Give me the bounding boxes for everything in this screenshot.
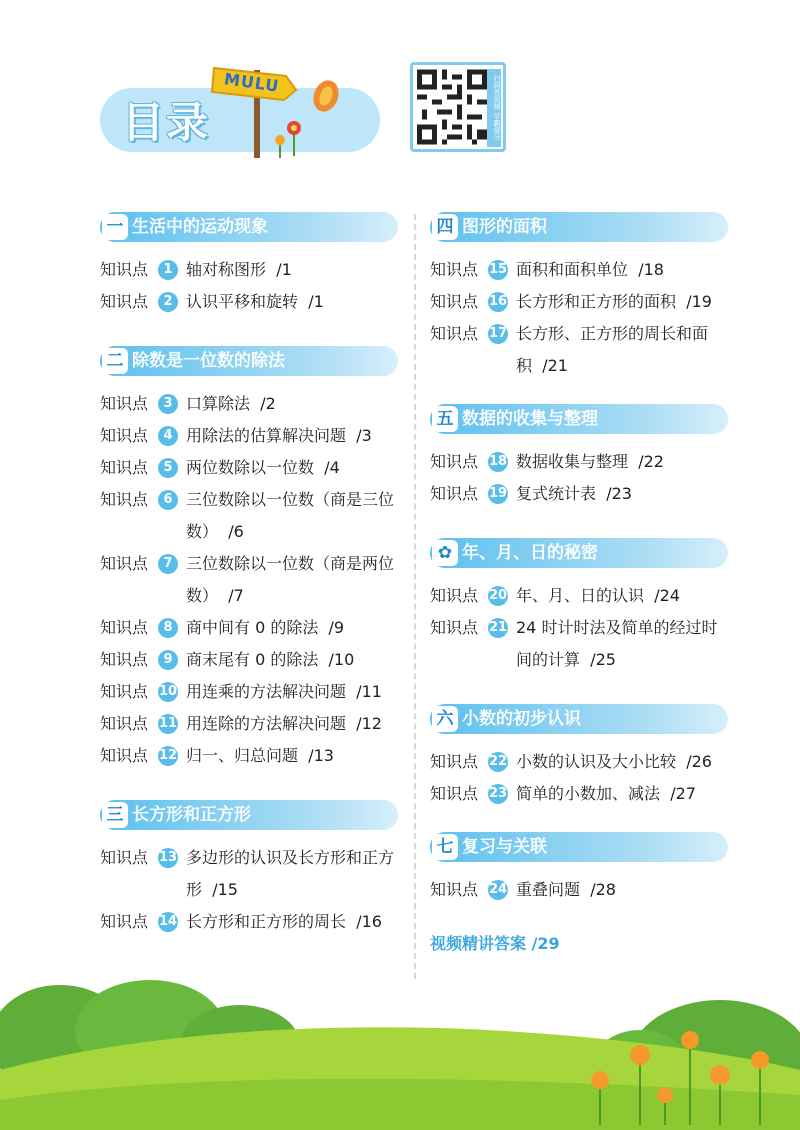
toc-entry[interactable] xyxy=(100,484,400,548)
toc-entry[interactable] xyxy=(100,612,400,644)
entry-prefix: 知识点 xyxy=(430,292,479,311)
toc-right-column xyxy=(430,212,730,960)
toc-entry[interactable] xyxy=(430,580,730,612)
chapter-badge: 六 xyxy=(432,706,458,732)
entry-page: /27 xyxy=(670,784,696,803)
entry-number-badge: 10 xyxy=(158,682,178,702)
entry-body xyxy=(516,580,730,612)
toc-entry[interactable] xyxy=(430,612,730,676)
entry-page: /18 xyxy=(638,260,664,279)
entry-title: 复式统计表 xyxy=(516,484,597,503)
entry-page: /10 xyxy=(328,650,355,669)
entry-prefix: 知识点 xyxy=(100,490,149,509)
toc-entry[interactable] xyxy=(430,254,730,286)
entry-page: /7 xyxy=(228,586,244,605)
entry-body xyxy=(516,874,730,906)
toc-entry[interactable] xyxy=(100,452,400,484)
entry-body xyxy=(516,478,730,510)
entry-prefix: 知识点 xyxy=(100,912,149,931)
grass-landscape-illustration xyxy=(0,960,800,1130)
toc-entry[interactable] xyxy=(100,548,400,612)
entry-number-badge: 18 xyxy=(488,452,508,472)
entry-prefix: 知识点 xyxy=(100,260,149,279)
entry-body xyxy=(516,286,730,318)
entry-number-badge: 7 xyxy=(158,554,178,574)
chapter-badge: 二 xyxy=(102,348,128,374)
entry-body xyxy=(186,388,400,420)
entry-title: 认识平移和旋转 xyxy=(186,292,299,311)
chapter-badge: 五 xyxy=(432,406,458,432)
entry-page: /11 xyxy=(356,682,382,701)
entry-body xyxy=(186,254,400,286)
entry-page: /12 xyxy=(356,714,382,733)
entry-prefix: 知识点 xyxy=(100,650,149,669)
entry-body xyxy=(516,318,730,382)
toc-entry[interactable] xyxy=(430,446,730,478)
entry-number-badge: 3 xyxy=(158,394,178,414)
entry-number-badge: 14 xyxy=(158,912,178,932)
entry-page: /4 xyxy=(324,458,340,477)
entry-title: 年、月、日的认识 xyxy=(516,586,645,605)
toc-entry[interactable] xyxy=(100,740,400,772)
entry-title: 用连除的方法解决问题 xyxy=(186,714,347,733)
entry-prefix: 知识点 xyxy=(100,746,149,765)
entry-number-badge: 17 xyxy=(488,324,508,344)
entry-page: /16 xyxy=(356,912,382,931)
entry-prefix: 知识点 xyxy=(430,880,479,899)
toc-entry[interactable] xyxy=(100,420,400,452)
entry-number-badge: 12 xyxy=(158,746,178,766)
entry-number-badge: 20 xyxy=(488,586,508,606)
entry-prefix: 知识点 xyxy=(100,682,149,701)
entry-number-badge: 5 xyxy=(158,458,178,478)
entry-number-badge: 1 xyxy=(158,260,178,280)
entry-body xyxy=(186,644,400,676)
chapter-title: 复习与关联 xyxy=(462,837,547,857)
entry-body xyxy=(186,548,400,612)
chapter-badge: 七 xyxy=(432,834,458,860)
entry-page: /19 xyxy=(686,292,712,311)
entry-page: /1 xyxy=(308,292,324,311)
answer-key-link[interactable]: 视频精讲答案 /29 xyxy=(430,934,560,953)
entry-prefix: 知识点 xyxy=(100,714,149,733)
entry-title: 简单的小数加、减法 xyxy=(516,784,661,803)
entry-body xyxy=(186,676,400,708)
entry-page: /22 xyxy=(638,452,664,471)
entry-page: /13 xyxy=(308,746,334,765)
entry-page: /2 xyxy=(260,394,276,413)
entry-title: 三位数除以一位数（商是两位数） xyxy=(186,554,395,605)
entry-body xyxy=(516,612,730,676)
entry-title: 数据收集与整理 xyxy=(516,452,629,471)
toc-entry[interactable] xyxy=(430,874,730,906)
chapter-heading[interactable] xyxy=(430,704,728,734)
chapter-heading[interactable] xyxy=(100,346,398,376)
entry-prefix: 知识点 xyxy=(430,752,479,771)
chapter-heading[interactable] xyxy=(430,538,728,568)
entry-title: 两位数除以一位数 xyxy=(186,458,315,477)
chapter-badge: 一 xyxy=(102,214,128,240)
chapter-heading[interactable] xyxy=(100,800,398,830)
entry-prefix: 知识点 xyxy=(430,324,479,343)
chapter-title: 小数的初步认识 xyxy=(462,709,581,729)
entry-body xyxy=(516,746,730,778)
toc-entry[interactable] xyxy=(100,842,400,906)
entry-page: /1 xyxy=(276,260,292,279)
entry-page: /28 xyxy=(590,880,616,899)
toc-entry[interactable] xyxy=(430,286,730,318)
entry-body xyxy=(186,286,400,318)
toc-entry[interactable] xyxy=(100,286,400,318)
entry-title: 用除法的估算解决问题 xyxy=(186,426,347,445)
qr-code-box[interactable] xyxy=(410,62,506,152)
entry-title: 三位数除以一位数（商是三位数） xyxy=(186,490,395,541)
entry-title: 长方形和正方形的周长 xyxy=(186,912,347,931)
chapter-title: 除数是一位数的除法 xyxy=(132,351,285,371)
entry-body xyxy=(516,254,730,286)
entry-body xyxy=(186,708,400,740)
entry-number-badge: 19 xyxy=(488,484,508,504)
entry-number-badge: 2 xyxy=(158,292,178,312)
entry-title: 重叠问题 xyxy=(516,880,581,899)
entry-number-badge: 22 xyxy=(488,752,508,772)
toc-entry[interactable] xyxy=(430,746,730,778)
entry-title: 长方形和正方形的面积 xyxy=(516,292,677,311)
toc-entry[interactable] xyxy=(430,318,730,382)
entry-page: /6 xyxy=(228,522,244,541)
entry-body xyxy=(516,778,730,810)
chapter-heading[interactable] xyxy=(430,212,728,242)
entry-prefix: 知识点 xyxy=(430,618,479,637)
entry-body xyxy=(516,446,730,478)
entry-number-badge: 8 xyxy=(158,618,178,638)
entry-number-badge: 21 xyxy=(488,618,508,638)
entry-number-badge: 23 xyxy=(488,784,508,804)
entry-body xyxy=(186,452,400,484)
entry-body xyxy=(186,420,400,452)
entry-title: 用连乘的方法解决问题 xyxy=(186,682,347,701)
qr-side-label: 扫码看视频 学霸提分 xyxy=(487,69,501,147)
entry-prefix: 知识点 xyxy=(100,426,149,445)
chapter-badge: 四 xyxy=(432,214,458,240)
entry-prefix: 知识点 xyxy=(430,784,479,803)
entry-page: /23 xyxy=(606,484,632,503)
entry-body xyxy=(186,842,400,906)
entry-title: 商中间有 0 的除法 xyxy=(186,618,319,637)
entry-prefix: 知识点 xyxy=(100,618,149,637)
chapter-title: 年、月、日的秘密 xyxy=(462,543,598,563)
chapter-title: 长方形和正方形 xyxy=(132,805,251,825)
toc-entry[interactable] xyxy=(430,778,730,810)
entry-title: 24 时计时法及简单的经过时间的计算 xyxy=(516,618,718,669)
entry-title: 长方形、正方形的周长和面积 xyxy=(516,324,709,375)
entry-body xyxy=(186,906,400,938)
entry-title: 小数的认识及大小比较 xyxy=(516,752,677,771)
entry-number-badge: 13 xyxy=(158,848,178,868)
entry-number-badge: 24 xyxy=(488,880,508,900)
entry-body xyxy=(186,612,400,644)
toc-entry[interactable] xyxy=(430,478,730,510)
entry-title: 轴对称图形 xyxy=(186,260,267,279)
chapter-badge: 三 xyxy=(102,802,128,828)
chapter-heading[interactable] xyxy=(430,404,728,434)
toc-left-column xyxy=(100,212,400,938)
entry-number-badge: 11 xyxy=(158,714,178,734)
entry-prefix: 知识点 xyxy=(430,452,479,471)
toc-entry[interactable] xyxy=(100,708,400,740)
chapter-title: 生活中的运动现象 xyxy=(132,217,268,237)
entry-page: /15 xyxy=(212,880,238,899)
entry-prefix: 知识点 xyxy=(430,484,479,503)
toc-entry[interactable] xyxy=(100,388,400,420)
toc-entry[interactable] xyxy=(100,676,400,708)
entry-number-badge: 9 xyxy=(158,650,178,670)
chapter-title: 图形的面积 xyxy=(462,217,547,237)
entry-prefix: 知识点 xyxy=(100,394,149,413)
entry-page: /21 xyxy=(542,356,568,375)
entry-prefix: 知识点 xyxy=(100,848,149,867)
toc-entry[interactable] xyxy=(100,644,400,676)
toc-entry[interactable] xyxy=(100,906,400,938)
entry-page: /26 xyxy=(686,752,712,771)
qr-code[interactable] xyxy=(417,69,487,145)
entry-title: 口算除法 xyxy=(186,394,251,413)
entry-title: 商末尾有 0 的除法 xyxy=(186,650,319,669)
chapter-heading[interactable] xyxy=(430,832,728,862)
entry-page: /9 xyxy=(328,618,345,637)
entry-body xyxy=(186,484,400,548)
flower-icon: ✿ xyxy=(432,540,458,566)
toc-entry[interactable] xyxy=(100,254,400,286)
entry-number-badge: 4 xyxy=(158,426,178,446)
entry-number-badge: 16 xyxy=(488,292,508,312)
entry-prefix: 知识点 xyxy=(430,586,479,605)
entry-page: /24 xyxy=(654,586,680,605)
entry-body xyxy=(186,740,400,772)
page-title: 目录 xyxy=(122,98,211,147)
chapter-heading[interactable] xyxy=(100,212,398,242)
entry-prefix: 知识点 xyxy=(430,260,479,279)
entry-number-badge: 15 xyxy=(488,260,508,280)
entry-page: /25 xyxy=(590,650,616,669)
sign-label: MULU xyxy=(222,69,281,96)
entry-title: 面积和面积单位 xyxy=(516,260,629,279)
entry-title: 多边形的认识及长方形和正方形 xyxy=(186,848,395,899)
chapter-title: 数据的收集与整理 xyxy=(462,409,598,429)
entry-page: /3 xyxy=(356,426,372,445)
column-divider xyxy=(414,214,416,979)
entry-prefix: 知识点 xyxy=(100,458,149,477)
entry-prefix: 知识点 xyxy=(100,554,149,573)
entry-number-badge: 6 xyxy=(158,490,178,510)
entry-title: 归一、归总问题 xyxy=(186,746,299,765)
entry-prefix: 知识点 xyxy=(100,292,149,311)
